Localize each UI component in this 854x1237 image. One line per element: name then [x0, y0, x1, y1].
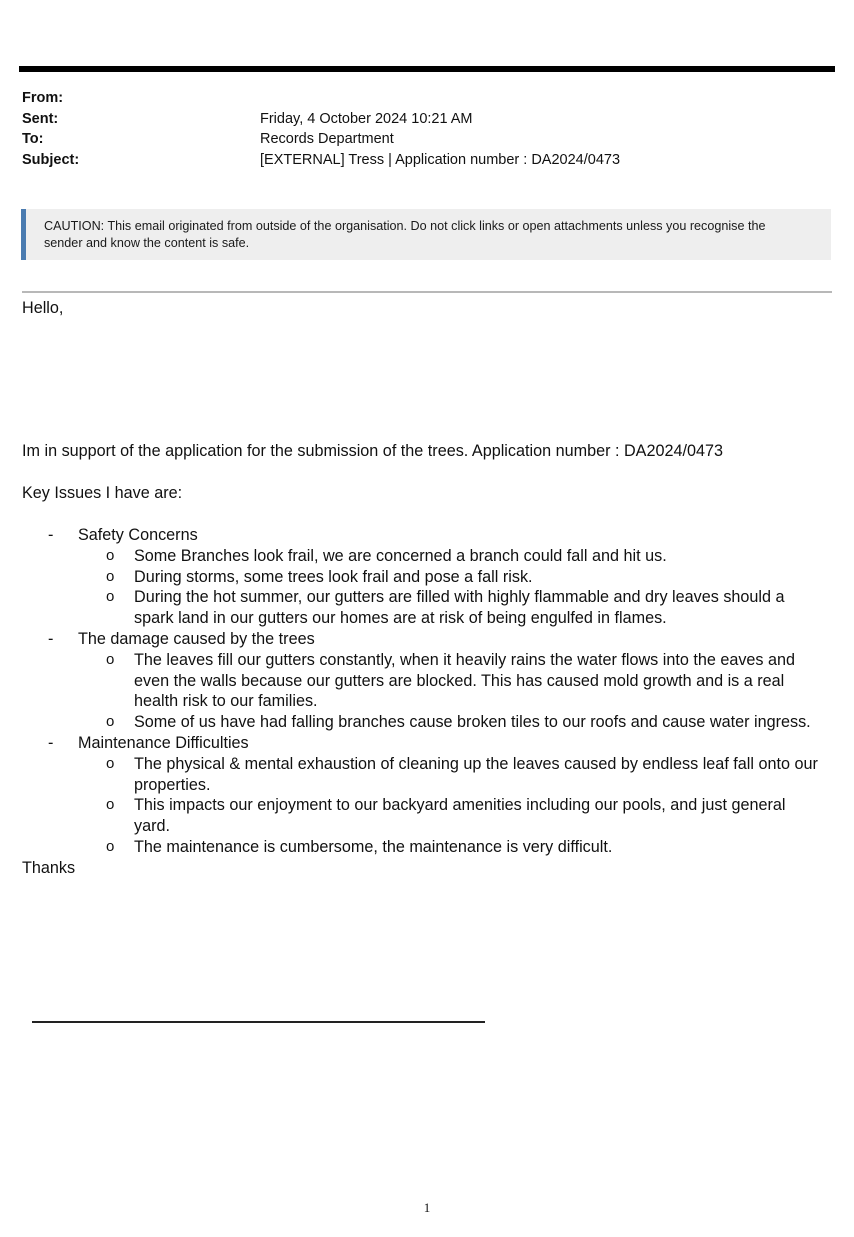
issue-heading — [22, 525, 842, 546]
support-statement: Im in support of the application for the submission of the trees. Application number : DA2024/0473 — [22, 442, 723, 460]
circle-bullet: o — [106, 650, 115, 668]
issue-point — [22, 587, 842, 629]
circle-bullet: o — [106, 567, 115, 585]
subject-label: Subject: — [22, 151, 80, 168]
issue-point-line: This impacts our enjoyment to our backyard amenities including our pools, and just general — [134, 796, 786, 815]
issues-intro: Key Issues I have are: — [22, 484, 183, 502]
issue-point-line: During storms, some trees look frail and pose a fall risk. — [134, 567, 533, 586]
circle-bullet: o — [106, 837, 115, 855]
signature-line — [32, 1021, 485, 1023]
caution-text-line-2: sender and know the content is safe. — [44, 236, 250, 250]
from-row — [22, 88, 822, 109]
issue-item — [22, 733, 842, 858]
to-value: Records Department — [260, 131, 394, 147]
issue-point-line: The physical & mental exhaustion of cleaning up the leaves caused by endless leaf fall onto our — [134, 754, 818, 773]
issue-title: Safety Concerns — [78, 526, 198, 544]
sent-value: Friday, 4 October 2024 10:21 AM — [260, 110, 473, 127]
circle-bullet: o — [106, 546, 115, 564]
circle-bullet: o — [106, 754, 115, 772]
issue-point-line: health risk to our families. — [134, 692, 318, 711]
issue-point — [22, 754, 842, 796]
email-header — [22, 88, 822, 170]
issue-point-line: The maintenance is cumbersome, the maintenance is very difficult. — [134, 837, 613, 856]
issue-point-line: Some of us have had falling branches cause broken tiles to our roofs and cause water ingress. — [134, 713, 811, 732]
issue-point-line: even the walls because our gutters are blocked. This has caused mold growth and is a real — [134, 671, 785, 690]
circle-bullet: o — [106, 796, 115, 814]
dash-bullet: - — [48, 526, 54, 544]
circle-bullet: o — [106, 588, 115, 606]
from-label: From: — [22, 90, 64, 106]
issue-point-line: yard. — [134, 817, 170, 836]
signoff: Thanks — [22, 859, 76, 877]
header-top-rule — [19, 66, 835, 72]
issue-point-line: spark land in our gutters our homes are at risk of being engulfed in flames. — [134, 609, 667, 628]
issue-point-line: During the hot summer, our gutters are filled with highly flammable and dry leaves should a — [134, 588, 785, 607]
subject-value: [EXTERNAL] Tress | Application number : DA2024/0473 — [260, 151, 621, 168]
sent-label: Sent: — [22, 110, 59, 127]
issue-point — [22, 712, 842, 733]
issue-point-line: Some Branches look frail, we are concerned a branch could fall and hit us. — [134, 546, 667, 565]
issue-item — [22, 629, 842, 733]
caution-banner — [21, 209, 831, 260]
dash-bullet: - — [48, 733, 54, 752]
issue-point — [22, 546, 842, 567]
to-label: To: — [22, 131, 44, 147]
issue-point-line: properties. — [134, 775, 211, 794]
dash-bullet: - — [48, 629, 54, 648]
issue-point — [22, 837, 842, 858]
caution-text-line-1: CAUTION: This email originated from outside of the organisation. Do not click links or open attachments unless you recognise the — [44, 219, 766, 233]
issues-list — [22, 525, 842, 858]
to-row — [22, 129, 822, 150]
issue-item — [22, 525, 842, 629]
subject-row — [22, 150, 822, 171]
header-divider — [22, 291, 832, 293]
greeting: Hello, — [22, 299, 64, 317]
page-number: 1 — [423, 1200, 431, 1215]
circle-bullet: o — [106, 713, 115, 731]
issue-point — [22, 795, 842, 837]
issue-point — [22, 650, 842, 712]
issue-title: The damage caused by the trees — [78, 629, 315, 648]
issue-title: Maintenance Difficulties — [78, 733, 249, 752]
sent-row — [22, 109, 822, 130]
issue-heading — [22, 733, 842, 754]
issue-point-line: The leaves fill our gutters constantly, when it heavily rains the water flows into the eaves and — [134, 650, 796, 669]
issue-point — [22, 567, 842, 588]
issue-heading — [22, 629, 842, 650]
